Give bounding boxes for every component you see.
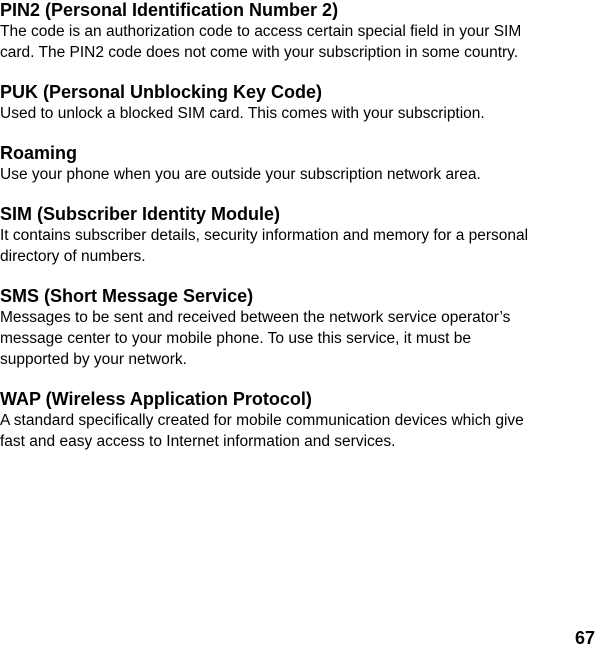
term-heading: SMS (Short Message Service) bbox=[0, 286, 254, 306]
glossary-entry-pin2 bbox=[0, 0, 596, 63]
definition-line: card. The PIN2 code does not come with your subscription in some country. bbox=[0, 44, 519, 61]
term-definition bbox=[0, 21, 596, 63]
term-definition bbox=[0, 164, 596, 185]
definition-line: fast and easy access to Internet information and services. bbox=[0, 433, 396, 450]
definition-line: message center to your mobile phone. To use this service, it must be bbox=[0, 330, 471, 347]
glossary-entry-puk bbox=[0, 82, 596, 124]
glossary-entry-sms bbox=[0, 286, 596, 370]
term-heading: Roaming bbox=[0, 143, 78, 163]
definition-line: directory of numbers. bbox=[0, 248, 146, 265]
term-definition bbox=[0, 225, 596, 267]
glossary-entry-roaming bbox=[0, 143, 596, 185]
term-heading: SIM (Subscriber Identity Module) bbox=[0, 204, 281, 224]
term-heading: PIN2 (Personal Identification Number 2) bbox=[0, 0, 339, 20]
term-definition bbox=[0, 307, 596, 370]
page-number: 67 bbox=[574, 628, 595, 648]
term-heading: WAP (Wireless Application Protocol) bbox=[0, 389, 312, 409]
definition-line: The code is an authorization code to access certain special field in your SIM bbox=[0, 23, 522, 40]
term-definition bbox=[0, 103, 596, 124]
definition-line: supported by your network. bbox=[0, 351, 187, 368]
definition-line: Used to unlock a blocked SIM card. This comes with your subscription. bbox=[0, 105, 485, 122]
glossary-entry-wap bbox=[0, 389, 596, 452]
term-heading: PUK (Personal Unblocking Key Code) bbox=[0, 82, 323, 102]
definition-line: Use your phone when you are outside your subscription network area. bbox=[0, 166, 481, 183]
glossary-entry-sim bbox=[0, 204, 596, 267]
term-definition bbox=[0, 410, 596, 452]
definition-line: Messages to be sent and received between the network service operator’s bbox=[0, 309, 511, 326]
definition-line: A standard specifically created for mobile communication devices which give bbox=[0, 412, 524, 429]
definition-line: It contains subscriber details, security information and memory for a personal bbox=[0, 227, 529, 244]
